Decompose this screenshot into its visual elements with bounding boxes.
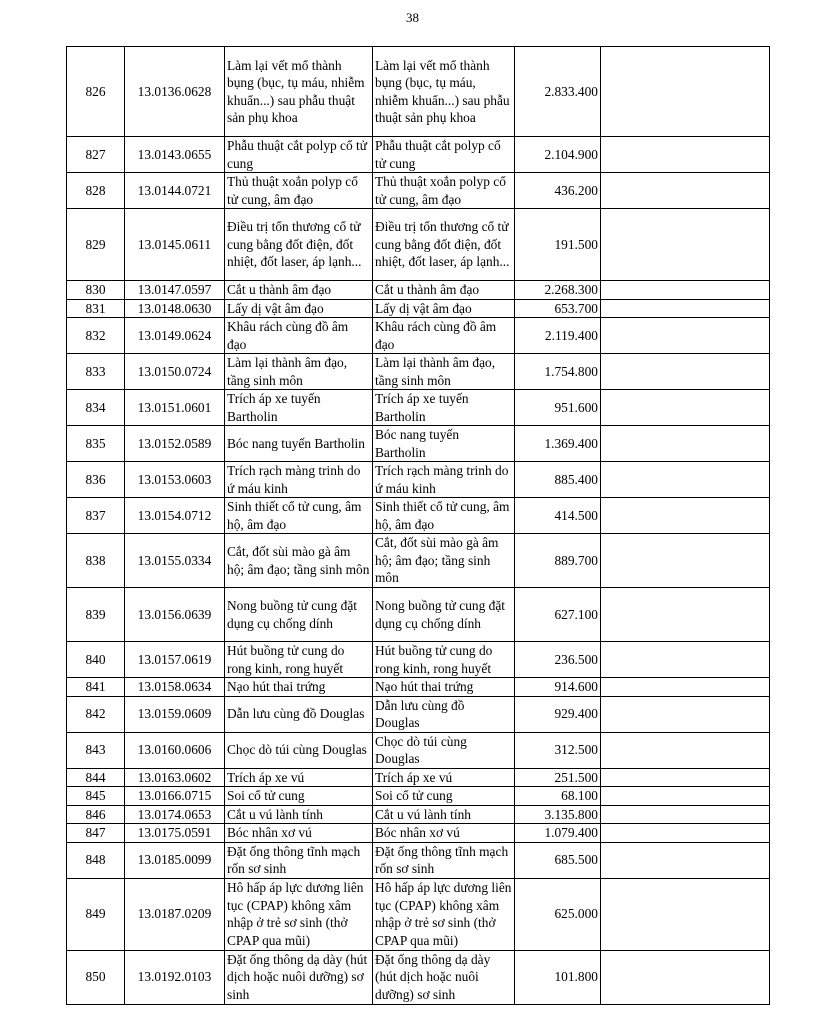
service-name-mapped-cell: Hô hấp áp lực dương liên tục (CPAP) không xâm nhập ở trẻ sơ sinh (thở CPAP qua mũi) (373, 878, 515, 950)
note-cell (601, 173, 770, 209)
service-name-mapped-cell: Thủ thuật xoắn polyp cổ tử cung, âm đạo (373, 173, 515, 209)
price-cell: 236.500 (515, 642, 601, 678)
service-code-cell: 13.0150.0724 (125, 354, 225, 390)
price-cell: 1.754.800 (515, 354, 601, 390)
service-name-mapped-cell: Trích áp xe vú (373, 768, 515, 787)
note-cell (601, 824, 770, 843)
service-code-cell: 13.0153.0603 (125, 462, 225, 498)
service-name-mapped-cell: Cắt u vú lành tính (373, 805, 515, 824)
service-name-cell: Bóc nhân xơ vú (225, 824, 373, 843)
row-number-cell: 847 (67, 824, 125, 843)
service-name-mapped-cell: Phẫu thuật cắt polyp cổ tử cung (373, 137, 515, 173)
service-code-cell: 13.0155.0334 (125, 534, 225, 588)
service-code-cell: 13.0158.0634 (125, 678, 225, 697)
row-number-cell: 849 (67, 878, 125, 950)
service-code-cell: 13.0185.0099 (125, 842, 225, 878)
service-name-cell: Lấy dị vật âm đạo (225, 299, 373, 318)
service-name-mapped-cell: Bóc nang tuyến Bartholin (373, 426, 515, 462)
note-cell (601, 787, 770, 806)
table-row (67, 588, 770, 642)
service-name-cell: Phẫu thuật cắt polyp cổ tử cung (225, 137, 373, 173)
price-cell: 889.700 (515, 534, 601, 588)
note-cell (601, 299, 770, 318)
price-cell: 1.079.400 (515, 824, 601, 843)
service-name-cell: Trích rạch màng trinh do ứ máu kinh (225, 462, 373, 498)
service-name-mapped-cell: Nạo hút thai trứng (373, 678, 515, 697)
service-name-cell: Làm lại vết mổ thành bụng (bục, tụ máu, nhiễm khuẩn...) sau phẫu thuật sản phụ khoa (225, 47, 373, 137)
price-cell: 2.104.900 (515, 137, 601, 173)
page-number: 38 (406, 10, 419, 25)
note-cell (601, 462, 770, 498)
service-code-cell: 13.0143.0655 (125, 137, 225, 173)
service-name-cell: Dẫn lưu cùng đồ Douglas (225, 696, 373, 732)
service-name-cell: Hô hấp áp lực dương liên tục (CPAP) không xâm nhập ở trẻ sơ sinh (thở CPAP qua mũi) (225, 878, 373, 950)
note-cell (601, 588, 770, 642)
price-cell: 951.600 (515, 390, 601, 426)
row-number-cell: 828 (67, 173, 125, 209)
row-number-cell: 827 (67, 137, 125, 173)
service-code-cell: 13.0163.0602 (125, 768, 225, 787)
price-cell: 625.000 (515, 878, 601, 950)
price-cell: 191.500 (515, 209, 601, 281)
note-cell (601, 768, 770, 787)
note-cell (601, 842, 770, 878)
service-name-cell: Cắt u thành âm đạo (225, 281, 373, 300)
price-cell: 885.400 (515, 462, 601, 498)
service-code-cell: 13.0174.0653 (125, 805, 225, 824)
service-name-cell: Nong buồng tử cung đặt dụng cụ chống dính (225, 588, 373, 642)
service-name-cell: Cắt, đốt sùi mào gà âm hộ; âm đạo; tầng sinh môn (225, 534, 373, 588)
row-number-cell: 832 (67, 318, 125, 354)
row-number-cell: 841 (67, 678, 125, 697)
table-row (67, 137, 770, 173)
service-name-mapped-cell: Nong buồng tử cung đặt dụng cụ chống dính (373, 588, 515, 642)
service-code-cell: 13.0166.0715 (125, 787, 225, 806)
table-row (67, 732, 770, 768)
note-cell (601, 805, 770, 824)
note-cell (601, 696, 770, 732)
price-cell: 3.135.800 (515, 805, 601, 824)
table-row (67, 209, 770, 281)
service-code-cell: 13.0144.0721 (125, 173, 225, 209)
row-number-cell: 848 (67, 842, 125, 878)
row-number-cell: 850 (67, 950, 125, 1004)
service-code-cell: 13.0154.0712 (125, 498, 225, 534)
note-cell (601, 498, 770, 534)
service-name-mapped-cell: Chọc dò túi cùng Douglas (373, 732, 515, 768)
service-name-mapped-cell: Lấy dị vật âm đạo (373, 299, 515, 318)
service-name-cell: Đặt ống thông tĩnh mạch rốn sơ sinh (225, 842, 373, 878)
row-number-cell: 846 (67, 805, 125, 824)
table-row (67, 426, 770, 462)
row-number-cell: 845 (67, 787, 125, 806)
price-cell: 653.700 (515, 299, 601, 318)
service-code-cell: 13.0192.0103 (125, 950, 225, 1004)
table-row (67, 842, 770, 878)
note-cell (601, 534, 770, 588)
row-number-cell: 838 (67, 534, 125, 588)
price-table (66, 46, 770, 1005)
service-name-mapped-cell: Khâu rách cùng đồ âm đạo (373, 318, 515, 354)
service-code-cell: 13.0160.0606 (125, 732, 225, 768)
row-number-cell: 840 (67, 642, 125, 678)
table-row (67, 299, 770, 318)
table-row (67, 678, 770, 697)
table-row (67, 768, 770, 787)
service-code-cell: 13.0157.0619 (125, 642, 225, 678)
service-code-cell: 13.0145.0611 (125, 209, 225, 281)
note-cell (601, 354, 770, 390)
note-cell (601, 209, 770, 281)
service-name-mapped-cell: Cắt, đốt sùi mào gà âm hộ; âm đạo; tầng sinh môn (373, 534, 515, 588)
note-cell (601, 732, 770, 768)
row-number-cell: 836 (67, 462, 125, 498)
service-name-mapped-cell: Đặt ống thông tĩnh mạch rốn sơ sinh (373, 842, 515, 878)
price-cell: 1.369.400 (515, 426, 601, 462)
service-name-mapped-cell: Điều trị tổn thương cổ tử cung bằng đốt điện, đốt nhiệt, đốt laser, áp lạnh... (373, 209, 515, 281)
service-code-cell: 13.0152.0589 (125, 426, 225, 462)
service-name-mapped-cell: Soi cổ tử cung (373, 787, 515, 806)
service-name-cell: Khâu rách cùng đồ âm đạo (225, 318, 373, 354)
service-name-cell: Chọc dò túi cùng Douglas (225, 732, 373, 768)
service-name-cell: Bóc nang tuyến Bartholin (225, 426, 373, 462)
service-code-cell: 13.0175.0591 (125, 824, 225, 843)
row-number-cell: 839 (67, 588, 125, 642)
service-name-mapped-cell: Sinh thiết cổ tử cung, âm hộ, âm đạo (373, 498, 515, 534)
note-cell (601, 426, 770, 462)
price-cell: 2.268.300 (515, 281, 601, 300)
row-number-cell: 826 (67, 47, 125, 137)
note-cell (601, 47, 770, 137)
table-row (67, 318, 770, 354)
table-row (67, 824, 770, 843)
row-number-cell: 835 (67, 426, 125, 462)
row-number-cell: 844 (67, 768, 125, 787)
service-code-cell: 13.0148.0630 (125, 299, 225, 318)
price-cell: 929.400 (515, 696, 601, 732)
price-cell: 2.119.400 (515, 318, 601, 354)
service-name-cell: Sinh thiết cổ tử cung, âm hộ, âm đạo (225, 498, 373, 534)
row-number-cell: 842 (67, 696, 125, 732)
table-row (67, 462, 770, 498)
note-cell (601, 390, 770, 426)
table-row (67, 950, 770, 1004)
service-name-mapped-cell: Trích rạch màng trinh do ứ máu kinh (373, 462, 515, 498)
service-code-cell: 13.0151.0601 (125, 390, 225, 426)
price-cell: 101.800 (515, 950, 601, 1004)
service-name-cell: Điều trị tổn thương cổ tử cung bằng đốt điện, đốt nhiệt, đốt laser, áp lạnh... (225, 209, 373, 281)
note-cell (601, 678, 770, 697)
row-number-cell: 833 (67, 354, 125, 390)
price-cell: 414.500 (515, 498, 601, 534)
table-row (67, 354, 770, 390)
note-cell (601, 281, 770, 300)
service-name-mapped-cell: Làm lại vết mổ thành bụng (bục, tụ máu, nhiễm khuẩn...) sau phẫu thuật sản phụ khoa (373, 47, 515, 137)
service-name-cell: Làm lại thành âm đạo, tầng sinh môn (225, 354, 373, 390)
service-name-mapped-cell: Bóc nhân xơ vú (373, 824, 515, 843)
service-name-cell: Hút buồng tử cung do rong kinh, rong huyết (225, 642, 373, 678)
table-row (67, 805, 770, 824)
service-name-cell: Đặt ống thông dạ dày (hút dịch hoặc nuôi dưỡng) sơ sinh (225, 950, 373, 1004)
note-cell (601, 642, 770, 678)
price-cell: 312.500 (515, 732, 601, 768)
table-body (67, 47, 770, 1005)
service-code-cell: 13.0147.0597 (125, 281, 225, 300)
service-name-cell: Soi cổ tử cung (225, 787, 373, 806)
service-code-cell: 13.0149.0624 (125, 318, 225, 354)
service-name-mapped-cell: Trích áp xe tuyến Bartholin (373, 390, 515, 426)
price-cell: 251.500 (515, 768, 601, 787)
service-code-cell: 13.0156.0639 (125, 588, 225, 642)
table-row (67, 281, 770, 300)
row-number-cell: 843 (67, 732, 125, 768)
service-name-cell: Nạo hút thai trứng (225, 678, 373, 697)
service-name-mapped-cell: Đặt ống thông dạ dày (hút dịch hoặc nuôi dưỡng) sơ sinh (373, 950, 515, 1004)
price-cell: 627.100 (515, 588, 601, 642)
service-name-mapped-cell: Hút buồng tử cung do rong kinh, rong huyết (373, 642, 515, 678)
table-row (67, 498, 770, 534)
service-name-cell: Thủ thuật xoắn polyp cổ tử cung, âm đạo (225, 173, 373, 209)
table-row (67, 696, 770, 732)
price-cell: 436.200 (515, 173, 601, 209)
table-row (67, 534, 770, 588)
price-cell: 68.100 (515, 787, 601, 806)
note-cell (601, 318, 770, 354)
service-code-cell: 13.0136.0628 (125, 47, 225, 137)
service-name-mapped-cell: Dẫn lưu cùng đồ Douglas (373, 696, 515, 732)
table-row (67, 787, 770, 806)
row-number-cell: 834 (67, 390, 125, 426)
table-row (67, 878, 770, 950)
row-number-cell: 829 (67, 209, 125, 281)
note-cell (601, 950, 770, 1004)
service-name-cell: Trích áp xe tuyến Bartholin (225, 390, 373, 426)
service-name-cell: Trích áp xe vú (225, 768, 373, 787)
service-name-mapped-cell: Làm lại thành âm đạo, tầng sinh môn (373, 354, 515, 390)
note-cell (601, 137, 770, 173)
service-code-cell: 13.0187.0209 (125, 878, 225, 950)
note-cell (601, 878, 770, 950)
price-cell: 914.600 (515, 678, 601, 697)
table-row (67, 642, 770, 678)
service-name-mapped-cell: Cắt u thành âm đạo (373, 281, 515, 300)
service-name-cell: Cắt u vú lành tính (225, 805, 373, 824)
price-cell: 685.500 (515, 842, 601, 878)
service-code-cell: 13.0159.0609 (125, 696, 225, 732)
row-number-cell: 837 (67, 498, 125, 534)
price-cell: 2.833.400 (515, 47, 601, 137)
table-row (67, 390, 770, 426)
table-row (67, 47, 770, 137)
row-number-cell: 830 (67, 281, 125, 300)
table-row (67, 173, 770, 209)
row-number-cell: 831 (67, 299, 125, 318)
